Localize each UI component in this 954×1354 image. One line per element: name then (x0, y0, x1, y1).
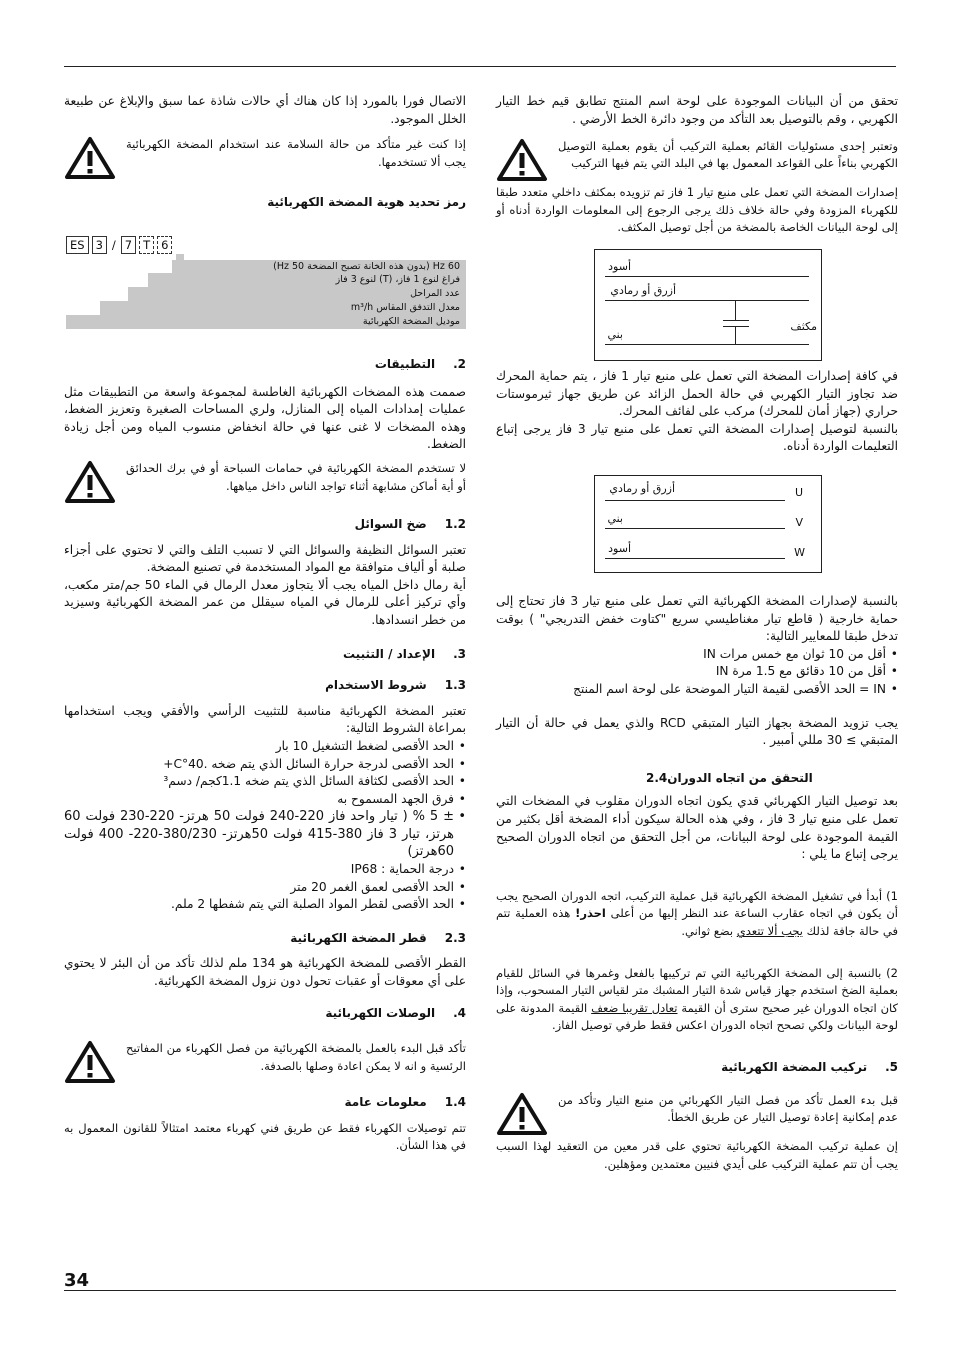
step-text: 2) بالنسبة إلى المضخة الكهربائية التي تم تركيبها بالفعل وغمرها في السائل للقيام بعملية الضخ استخدم جهاز قياس شدة التيار المشبك متر لقياس التيار المسحوب، وإذا كان اتجاه الدوران غير صحيح سترى أن القيمة (496, 965, 898, 1015)
list-item: • فرق الجهد المسموح به (64, 791, 454, 809)
step-text: 1) أبدأ في تشغيل المضخة الكهربائية قبل عملية التركيب، اتجه الدوران الصحيح يجب أن يكون في اتجاه عقارب الساعة عند النظر إليها من أعلى (496, 888, 898, 921)
paragraph: الاتصال فورا بالمورد إذا كان هناك أي حالات شاذة عما سبق والإبلاغ عن طبيعة الخلل الموجود. (64, 94, 466, 126)
list-item: • الحد الأقصى لقطر المواد الصلبة التي يتم شفطها 2 ملم. (64, 896, 454, 914)
section-number: 1.3 (444, 678, 466, 693)
paragraph: تعتبر السوائل النظيفة والسوائل التي لا تسبب التلف والتي لا تحتوي على أجزاء صلبة أو ألياف متوافقة مع المواد المستخدمة في تصنيع المضخة. (64, 542, 466, 575)
section-heading (496, 1059, 898, 1077)
id-description: Hz 60 (بدون هذه الخانة تصبح المضخة 50 Hz) (273, 261, 460, 272)
wire-label-blue-gray: أزرق أو رمادي (610, 284, 676, 297)
id-code-part: T (139, 236, 154, 254)
wire-label-blue-gray: أزرق أو رمادي (609, 482, 675, 495)
section-heading (64, 1005, 466, 1023)
warning-text: إذا كنت غير متأكد من حالة السلامة عند استخدام المضخة الكهربائية يجب ألا تستخدمها. (126, 137, 466, 169)
section-number: 2.4 (646, 770, 668, 785)
warning-text: قبل بدء العمل تأكد من فصل التيار الكهربائي من منبع التيار وتأكد من عدم إمكانية إعادة توصيل التيار عن طريق الخطأ. (558, 1093, 898, 1125)
left-column-lower (64, 356, 466, 1155)
section-heading (64, 677, 466, 695)
warning-icon (64, 136, 116, 180)
paragraph: تحقق من أن البيانات الموجودة على لوحة اسم المنتج تطابق قيم خط التيار الكهربي ، وقم بالتوصيل بعد التأكد من وجود دائرة الخط الأرضي . (496, 94, 898, 126)
wire-line (605, 528, 785, 529)
emphasis-text: يجب ألا تتعدي (736, 923, 803, 938)
warning-block (64, 460, 466, 504)
warning-icon (64, 1040, 116, 1084)
paragraph: تعتبر المضخة الكهربائية مناسبة للتثبيت الرأسي والأفقي ويجب استخدامها بمراعاة الشروط التالية: (64, 703, 466, 736)
warning-text: لا تستخدم المضخة الكهربائية في حمامات السباحة أو في برك الحدائق أو أية أماكن مشابهة أثناء تواجد الناس داخل مياهها. (126, 460, 466, 493)
id-description: عدد المراحل (410, 288, 460, 299)
paragraph: بالنسبة لإصدارات المضخة الكهربائية التي تعمل على منبع تيار 3 فاز تحتاج إلى حماية خارجية ( قاطع تيار مغناطيسي سريع "كتاوت خفض التدريجي" ) بوقت تدخل طبقا للمعايير التالية: (496, 594, 898, 644)
section-heading (64, 646, 466, 664)
top-rule (64, 66, 896, 67)
wire-line (605, 558, 785, 559)
section-title: قطر المضخة الكهربائية (290, 930, 427, 945)
section-number: 1.2 (444, 516, 466, 531)
wire-label-black: أسود (608, 542, 631, 555)
section-title: شروط الاستخدام (325, 678, 427, 693)
wire-label-brown: بني (607, 512, 623, 525)
wire-label-black: أسود (608, 260, 631, 273)
id-description: معدل التدفق المقاس m³/h (350, 302, 460, 313)
section-title: التطبيقات (374, 357, 436, 371)
warning-text: وتعتبر إحدى مسئوليات القائم بعملية التركيب أن يقوم بعملية التوصيل الكهربي بناءاً على القواعد المعمول بها في البلد التي يتم فيها التركيب (558, 139, 898, 171)
emphasis-text: تعادل تقريبا ضعف (591, 1000, 678, 1015)
list-item: • الحد الأقصى لكثافة السائل الذي يتم ضخه 1.1كجم/ دسم³ (64, 773, 454, 791)
section-heading (64, 516, 466, 534)
section-title: التحقق من اتجاه الدوران (667, 770, 813, 785)
id-code-part: 7 (121, 236, 136, 254)
protection-criteria-list (496, 646, 898, 699)
paragraph: في كافة إصدارات المضخة التي تعمل على منبع تيار 1 فاز ، يتم حماية المحرك ضد تجاوز التيار الكهربي في حالة الحمل الزائد عن طريق جهاز ثيرموستات حراري (جهاز أمان للمحرك) مركب على لفائف المحرك. (496, 369, 898, 419)
section-title: تركيب المضخة الكهربائية (721, 1059, 868, 1074)
id-code-part: 3 (92, 236, 107, 254)
wire-line (605, 344, 809, 345)
capacitor-plate (723, 326, 749, 327)
warning-block (64, 1040, 466, 1084)
warning-icon (496, 1092, 548, 1136)
id-description: موديل المضخة الكهربائية (362, 316, 460, 327)
capacitor-lead (735, 300, 736, 320)
caution-text: احذر! (575, 906, 606, 921)
paragraph (496, 888, 898, 941)
bottom-rule (64, 1290, 896, 1291)
section-number: 2. (453, 357, 466, 371)
section-heading: رمز تحديد هوية المضخة الكهربائية (267, 195, 466, 210)
section-heading (64, 356, 466, 374)
right-column-lower (496, 593, 898, 1174)
paragraph: يجب تزويد المضخة بجهاز التيار المتبقي RCD والذي يعمل في حالة أن التيار المتبقي ≥ 30 مللي أمبير . (496, 715, 898, 748)
section-number: 2.3 (444, 930, 466, 945)
section-number: 3. (453, 646, 466, 661)
pump-id-code (66, 236, 175, 254)
step-text: هذه العملية تتم في حالة جافة لذلك (496, 906, 898, 938)
section-number: 5. (885, 1059, 898, 1074)
warning-block (496, 1092, 898, 1136)
paragraph: بعد توصيل التيار الكهربائي قدي يكون اتجاه الدوران مقلوب في المضخات التي تعمل على منبع تيار 3 فاز ، وفي هذه الحالة سيكون أداء المضخة أقل بكثير من القيمة الموجودة على لوحة البيانات، من أجل التحقق من اتجاه الدوران الصحيح يرجى إتباع ما يلي : (496, 794, 898, 862)
paragraph (496, 965, 898, 1035)
section-number: 4. (453, 1005, 466, 1020)
right-column-mid (496, 368, 898, 456)
id-code-part: / (111, 238, 116, 252)
list-item: • IN = الحد الأقصى لقيمة التيار الموضحة على لوحة اسم المنتج (496, 681, 886, 699)
page-number: 34 (64, 1270, 90, 1291)
list-item: • الحد الأقصى لدرجة حرارة السائل الذي يتم ضخه .40°C+ (64, 756, 454, 774)
wire-line (605, 500, 785, 501)
wire-label-brown: بني (607, 328, 623, 341)
list-item: • الحد الأقصى لضغط التشغيل 10 بار (64, 738, 454, 756)
step-text: القيمة المدونة على لوحة البيانات ولكي تصحح اتجاه الدوران اعكس فقط طرفي توصيل الفاز. (496, 1000, 898, 1033)
paragraph: تتم توصيلات الكهرباء فقط عن طريق فني كهرباء معتمد امتثالاً للقانون المعمول به في هذا الشأن. (64, 1120, 466, 1153)
step-text: بضع ثواني. (681, 923, 737, 938)
single-phase-wiring-diagram (594, 249, 822, 361)
section-heading (496, 770, 898, 788)
list-item: • الحد الأقصى لعمق الغمر 20 متر (64, 879, 454, 897)
capacitor-plate (723, 320, 749, 321)
warning-block (64, 136, 466, 180)
warning-text: تأكد قبل البدء بالعمل بالمضخة الكهربائية من فصل الكهرباء من المفاتيح الرئسية و انه لا يمكن اعادة وصلها بالصدفة. (126, 1041, 466, 1073)
id-description: فراغ لنوع 1 فاز، (T) لنوع 3 فاز (335, 274, 460, 285)
wire-line (605, 276, 809, 277)
section-number: 1.4 (444, 1095, 466, 1110)
warning-icon (64, 460, 116, 504)
section-heading (64, 1094, 466, 1112)
section-heading (64, 930, 466, 948)
id-code-part: ES (66, 236, 89, 254)
section-title: معلومات عامة (344, 1095, 427, 1110)
id-code-part: 6 (157, 236, 172, 254)
wire-line (605, 300, 809, 301)
terminal-w: W (794, 546, 805, 559)
terminal-v: V (795, 516, 803, 529)
section-title: الإعداد / التثبيت (342, 646, 436, 661)
capacitor-lead (735, 326, 736, 344)
list-item: • أقل من 10 ثوان مع خمس مرات IN (496, 646, 886, 664)
paragraph: إن عملية تركيب المضخة الكهربائية تحتوي على قدر معين من التعقيد لهذا السبب يجب أن تتم عملية التركيب على أيدي فنيين معتمدين ومؤهلين. (496, 1139, 898, 1172)
paragraph: صممت هذه المضخات الكهربائية الغاطسة لمجموعة واسعة من التطبيقات مثل عمليات إمدادات المياه إلى المنازل، ولري المساحات الصغيرة وتعزيز الضغط، وهذه المضخات لا غنى عنها في حالة انخفاض منسوب المياه ومن أجل زيادة الضغط. (64, 384, 466, 452)
warning-block (496, 138, 898, 182)
three-phase-wiring-diagram (594, 475, 822, 573)
capacitor-label: مكثف (790, 320, 817, 333)
section-title: ضخ السوائل (354, 516, 427, 531)
paragraph: بالنسبة لتوصيل إصدارات المضخة التي تعمل على منبع تيار 3 فاز يرجى إتباع التعليمات الواردة أدناه. (496, 421, 898, 454)
warning-icon (496, 138, 548, 182)
section-title: الوصلات الكهربائية (325, 1005, 436, 1020)
list-item: • ± 5 % ( تيار واحد فاز 220-240 فولت 50 هرتز- 220-230 فولت 60 هرتز، تيار 3 فاز 380-415 فولت 50هرتز- 380/230-220- 400 فولت 60هرتز) (64, 808, 454, 861)
paragraph: أية رمال داخل المياه يجب ألا يتجاوز معدل الرمال في الماء 50 جم/متر مكعب، وأي تركيز أعلى للرمال في المياه سيقلل من عمر المضخة الكهربائية وسيزيد من خطر انسدادها. (64, 577, 467, 627)
right-column (496, 93, 898, 237)
list-item: • أقل من 10 دقائق مع 1.5 مرة IN (496, 663, 886, 681)
list-item: • درجة الحماية : IP68 (64, 861, 454, 879)
paragraph: إصدارات المضخة التي تعمل على منبع تيار 1 فاز تم تزويده بمكثف داخلي متعدد طبقا للكهرباء المزودة وفي حالة خلاف ذلك يرجى الرجوع إلى المعلومات الواردة أدناه أو إلى لوحة البيانات الخاصة بالمضخة من أجل توصيل المكثف. (496, 185, 898, 235)
left-column (64, 93, 466, 212)
paragraph: القطر الأقصى للمضخة الكهربائية هو 134 ملم لذلك تأكد من أن البئر لا يحتوي على أي معوقات أو عقبات تحول دون نزول المضخة الكهربائية. (64, 956, 466, 989)
operating-conditions-list (64, 738, 466, 914)
terminal-u: U (794, 486, 803, 499)
